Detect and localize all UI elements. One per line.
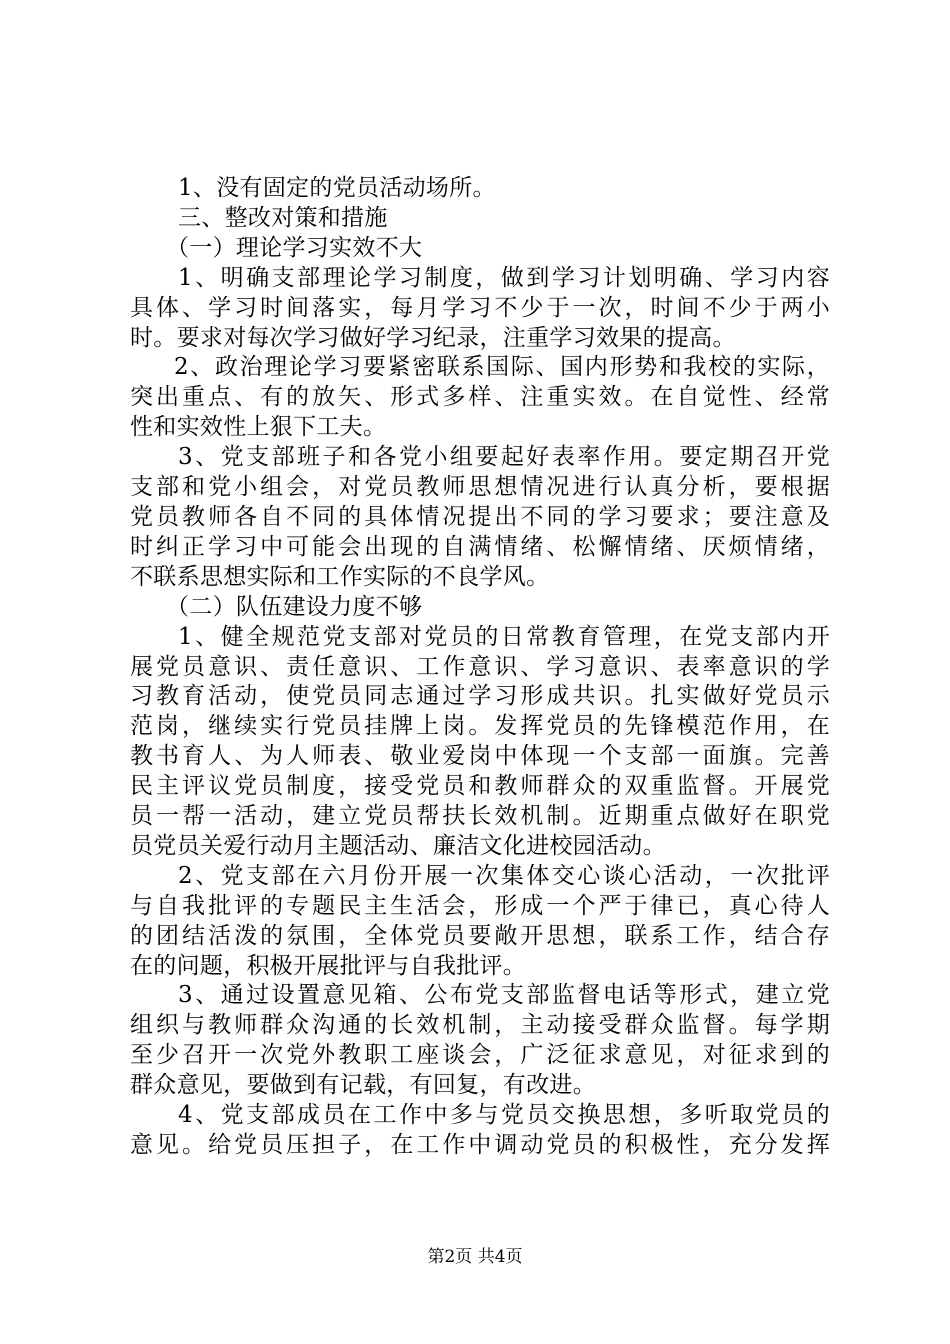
- text-line: 时。要求对每次学习做好学习纪录，注重学习效果的提高。: [130, 324, 736, 351]
- text-line: 突出重点、有的放矢、形式多样、注重实效。在自觉性、经常: [130, 384, 830, 411]
- text-line: 性和实效性上狠下工夫。: [130, 414, 387, 441]
- text-line: 2、党支部在六月份开展一次集体交心谈心活动，一次批评: [178, 862, 830, 889]
- text-line: 群众意见，要做到有记载，有回复，有改进。: [130, 1072, 596, 1099]
- text-line: 至少召开一次党外教职工座谈会，广泛征求意见，对征求到的: [130, 1042, 830, 1069]
- text-line: 民主评议党员制度，接受党员和教师群众的双重监督。开展党: [130, 773, 830, 800]
- subsection-heading: （二）队伍建设力度不够: [166, 593, 423, 620]
- text-line: 支部和党小组会，对党员教师思想情况进行认真分析，要根据: [130, 474, 830, 501]
- text-line: 员一帮一活动，建立党员帮扶长效机制。近期重点做好在职党: [130, 803, 830, 830]
- text-line: 4、党支部成员在工作中多与党员交换思想，多听取党员的: [178, 1102, 830, 1129]
- text-line: 党员教师各自不同的具体情况提出不同的学习要求；要注意及: [130, 503, 830, 530]
- text-line: 不联系思想实际和工作实际的不良学风。: [130, 563, 550, 590]
- text-line: 在的问题，积极开展批评与自我批评。: [130, 952, 527, 979]
- text-line: 意见。给党员压担子，在工作中调动党员的积极性，充分发挥: [130, 1132, 830, 1158]
- text-line: 1、健全规范党支部对党员的日常教育管理，在党支部内开: [178, 623, 830, 650]
- text-line: 范岗，继续实行党员挂牌上岗。发挥党员的先锋模范作用，在: [130, 713, 830, 740]
- text-line: 展党员意识、责任意识、工作意识、学习意识、表率意识的学: [130, 653, 830, 680]
- section-heading: 三、整改对策和措施: [178, 204, 388, 231]
- text-line: 2、政治理论学习要紧密联系国际、国内形势和我校的实际，: [174, 354, 830, 381]
- text-line: 员党员关爱行动月主题活动、廉洁文化进校园活动。: [130, 832, 666, 859]
- text-line: 3、党支部班子和各党小组要起好表率作用。要定期召开党: [178, 444, 830, 471]
- text-line: 的团结活泼的氛围，全体党员要敞开思想，联系工作，结合存: [130, 922, 830, 949]
- subsection-heading: （一）理论学习实效不大: [166, 234, 423, 261]
- text-line: 组织与教师群众沟通的长效机制，主动接受群众监督。每学期: [130, 1012, 830, 1039]
- text-line: 1、明确支部理论学习制度，做到学习计划明确、学习内容: [178, 264, 830, 291]
- page-footer: 第2页 共4页: [427, 1247, 523, 1267]
- text-line: 1、没有固定的党员活动场所。: [178, 175, 496, 201]
- text-line: 具体、学习时间落实，每月学习不少于一次，时间不少于两小: [130, 294, 830, 321]
- document-body: [130, 174, 830, 1161]
- text-line: 3、通过设置意见箱、公布党支部监督电话等形式，建立党: [178, 982, 830, 1009]
- text-line: 时纠正学习中可能会出现的自满情绪、松懈情绪、厌烦情绪，: [130, 533, 830, 560]
- text-line: 与自我批评的专题民主生活会，形成一个严于律已，真心待人: [130, 892, 830, 919]
- text-line: 习教育活动，使党员同志通过学习形成共识。扎实做好党员示: [130, 683, 830, 710]
- text-line: 教书育人、为人师表、敬业爱岗中体现一个支部一面旗。完善: [130, 743, 830, 770]
